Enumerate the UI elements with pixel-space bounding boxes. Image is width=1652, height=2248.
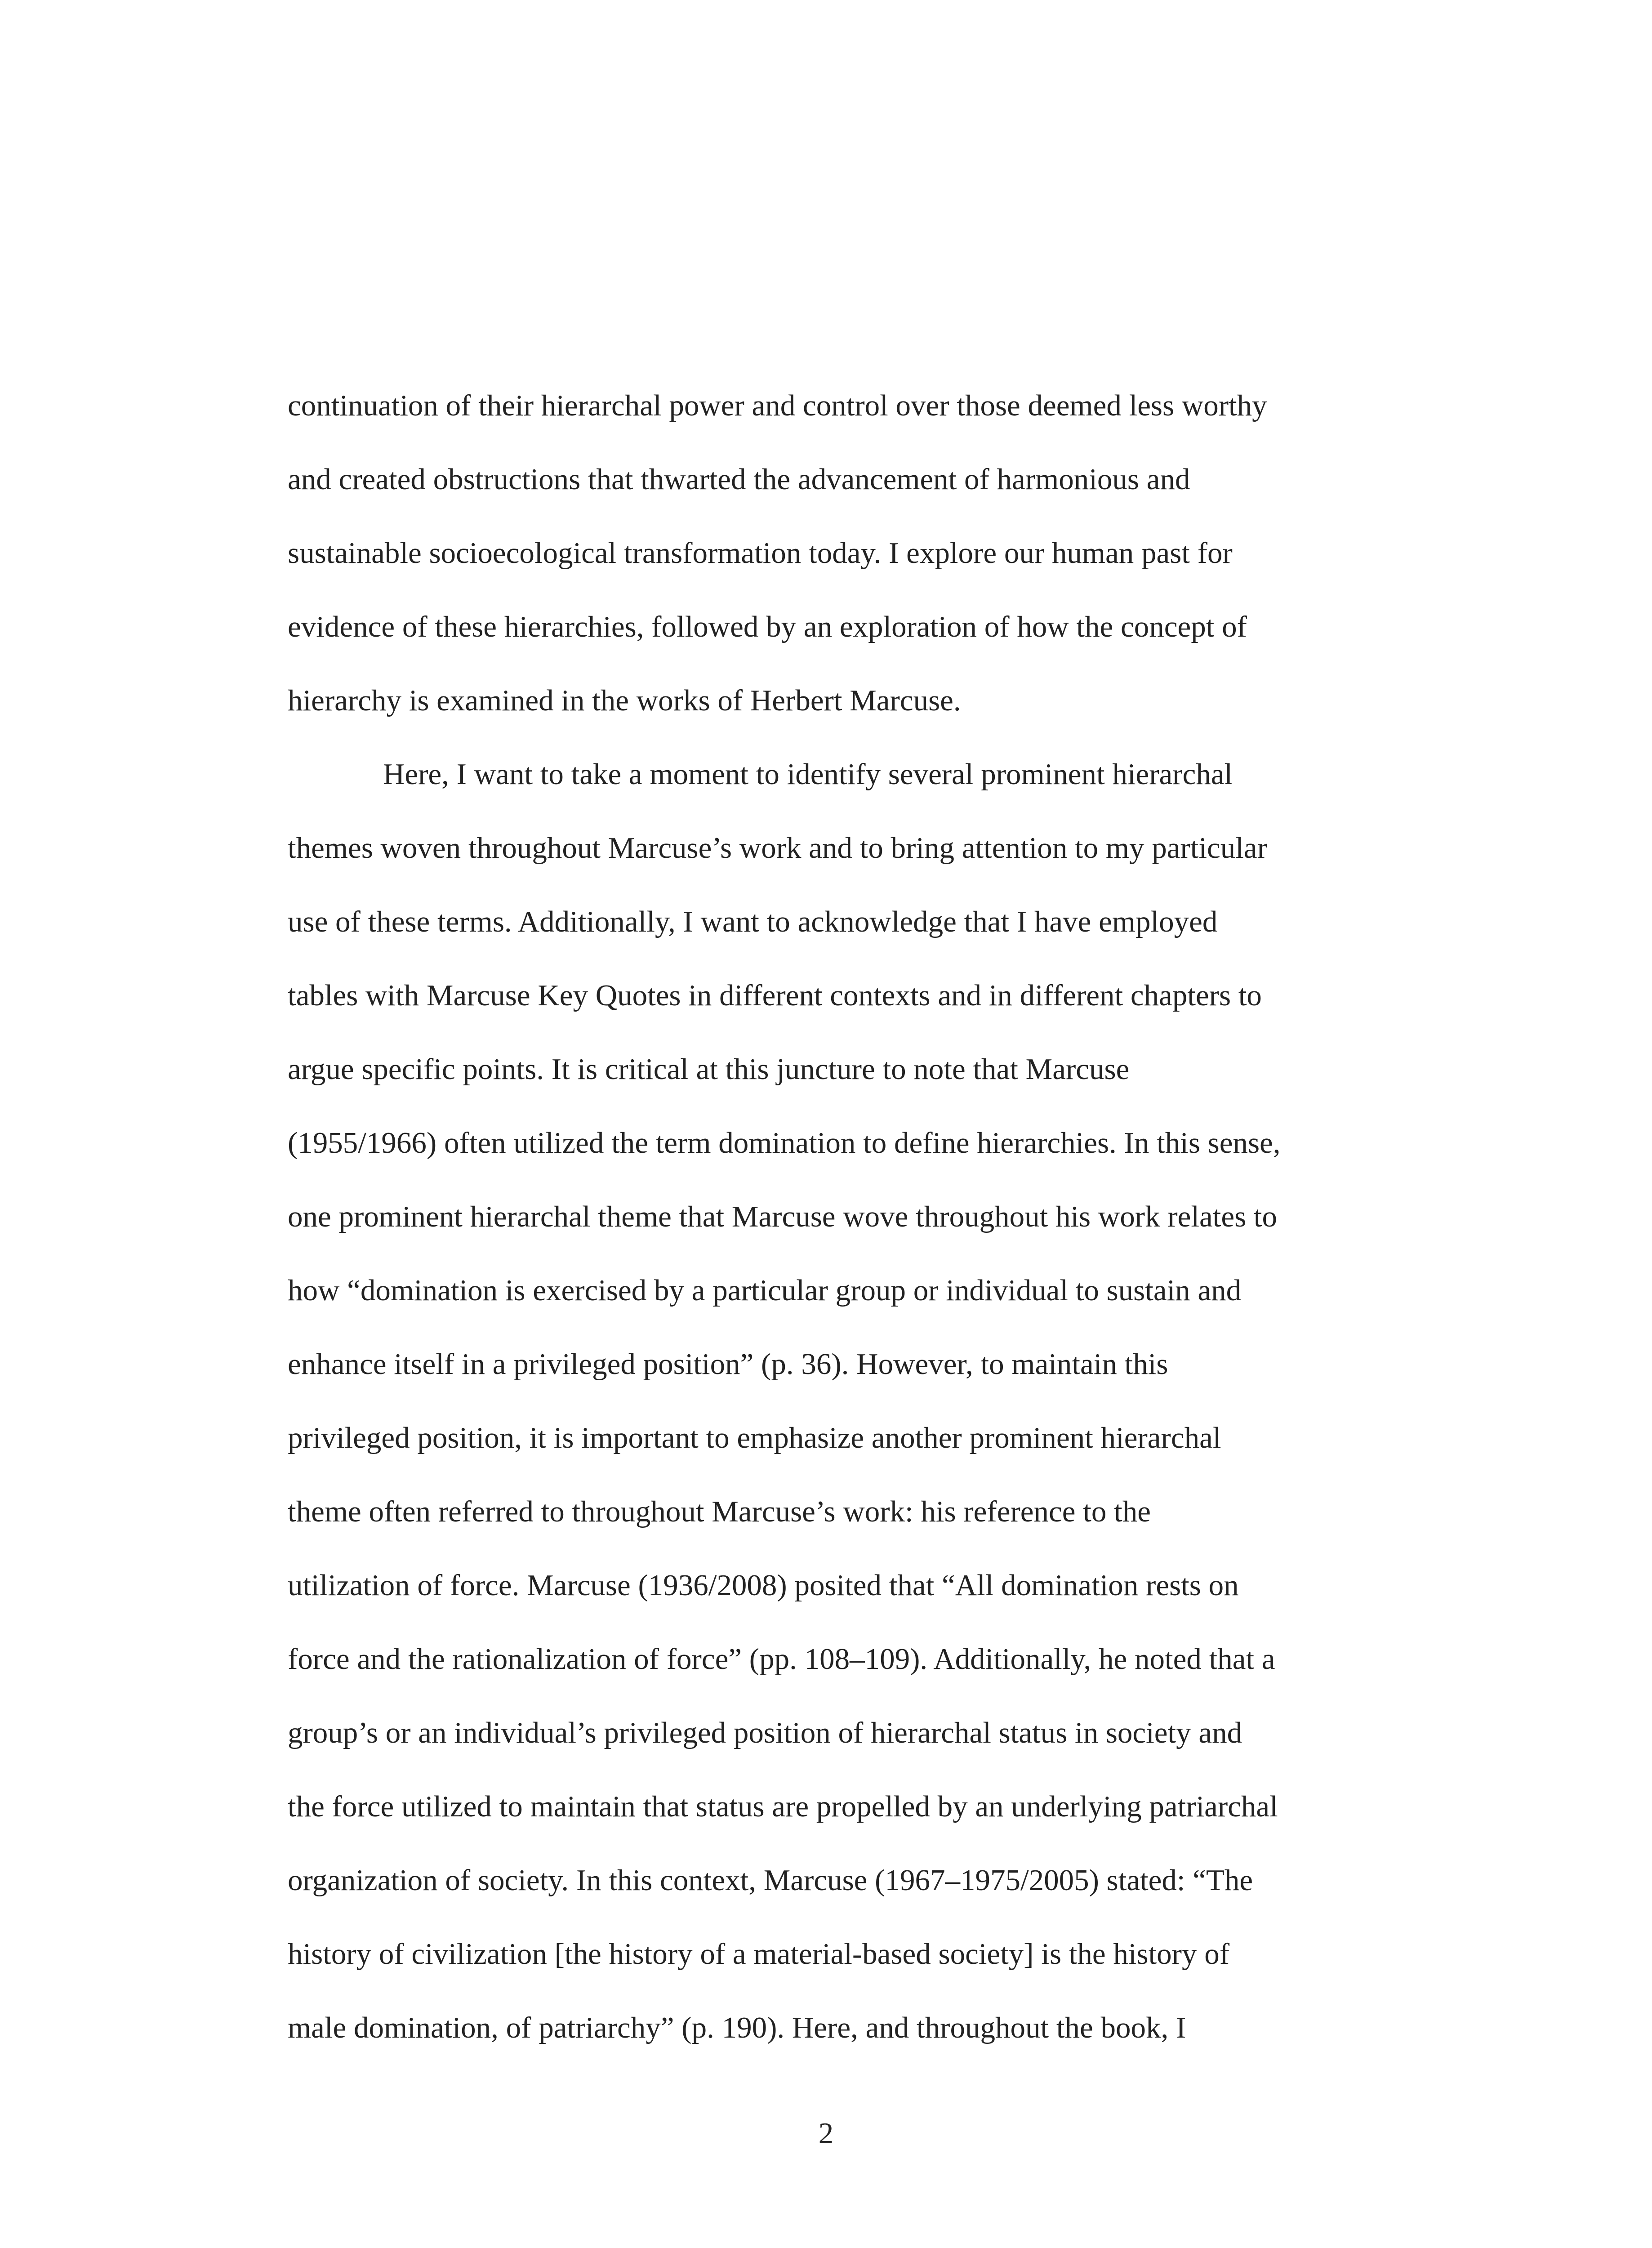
paragraph-first-line: Here, I want to take a moment to identify several prominent hierarchal — [383, 758, 1233, 791]
text-line: one prominent hierarchal theme that Marcuse wove throughout his work relates to — [288, 1200, 1278, 1233]
text-line: hierarchy is examined in the works of Herbert Marcuse. — [288, 684, 961, 717]
text-line: and created obstructions that thwarted the advancement of harmonious and — [288, 463, 1190, 496]
text-line: theme often referred to throughout Marcuse’s work: his reference to the — [288, 1495, 1151, 1528]
text-line: the force utilized to maintain that status are propelled by an underlying patriarchal — [288, 1790, 1278, 1823]
text-line: evidence of these hierarchies, followed by an exploration of how the concept of — [288, 610, 1247, 643]
body-text — [288, 369, 1367, 2065]
text-line: utilization of force. Marcuse (1936/2008) posited that “All domination rests on — [288, 1569, 1239, 1602]
text-line: continuation of their hierarchal power and control over those deemed less worthy — [288, 389, 1267, 422]
text-line: themes woven throughout Marcuse’s work and to bring attention to my particular — [288, 831, 1267, 865]
text-line: sustainable socioecological transformation today. I explore our human past for — [288, 536, 1233, 570]
text-line: (1955/1966) often utilized the term domination to define hierarchies. In this sense, — [288, 1126, 1281, 1160]
text-line: male domination, of patriarchy” (p. 190). Here, and throughout the book, I — [288, 2011, 1186, 2044]
page-number: 2 — [818, 2117, 834, 2150]
text-line: force and the rationalization of force” (pp. 108–109). Additionally, he noted that a — [288, 1642, 1275, 1676]
text-line: enhance itself in a privileged position” (p. 36). However, to maintain this — [288, 1347, 1168, 1381]
text-line: history of civilization [the history of a material-based society] is the history of — [288, 1937, 1230, 1971]
text-line: use of these terms. Additionally, I want to acknowledge that I have employed — [288, 905, 1218, 938]
text-line: group’s or an individual’s privileged position of hierarchal status in society and — [288, 1716, 1242, 1749]
text-line: tables with Marcuse Key Quotes in different contexts and in different chapters to — [288, 979, 1262, 1012]
text-line: privileged position, it is important to emphasize another prominent hierarchal — [288, 1421, 1221, 1454]
text-line: how “domination is exercised by a particular group or individual to sustain and — [288, 1274, 1242, 1307]
text-line: organization of society. In this context, Marcuse (1967–1975/2005) stated: “The — [288, 1864, 1253, 1897]
text-line: argue specific points. It is critical at this juncture to note that Marcuse — [288, 1053, 1130, 1086]
